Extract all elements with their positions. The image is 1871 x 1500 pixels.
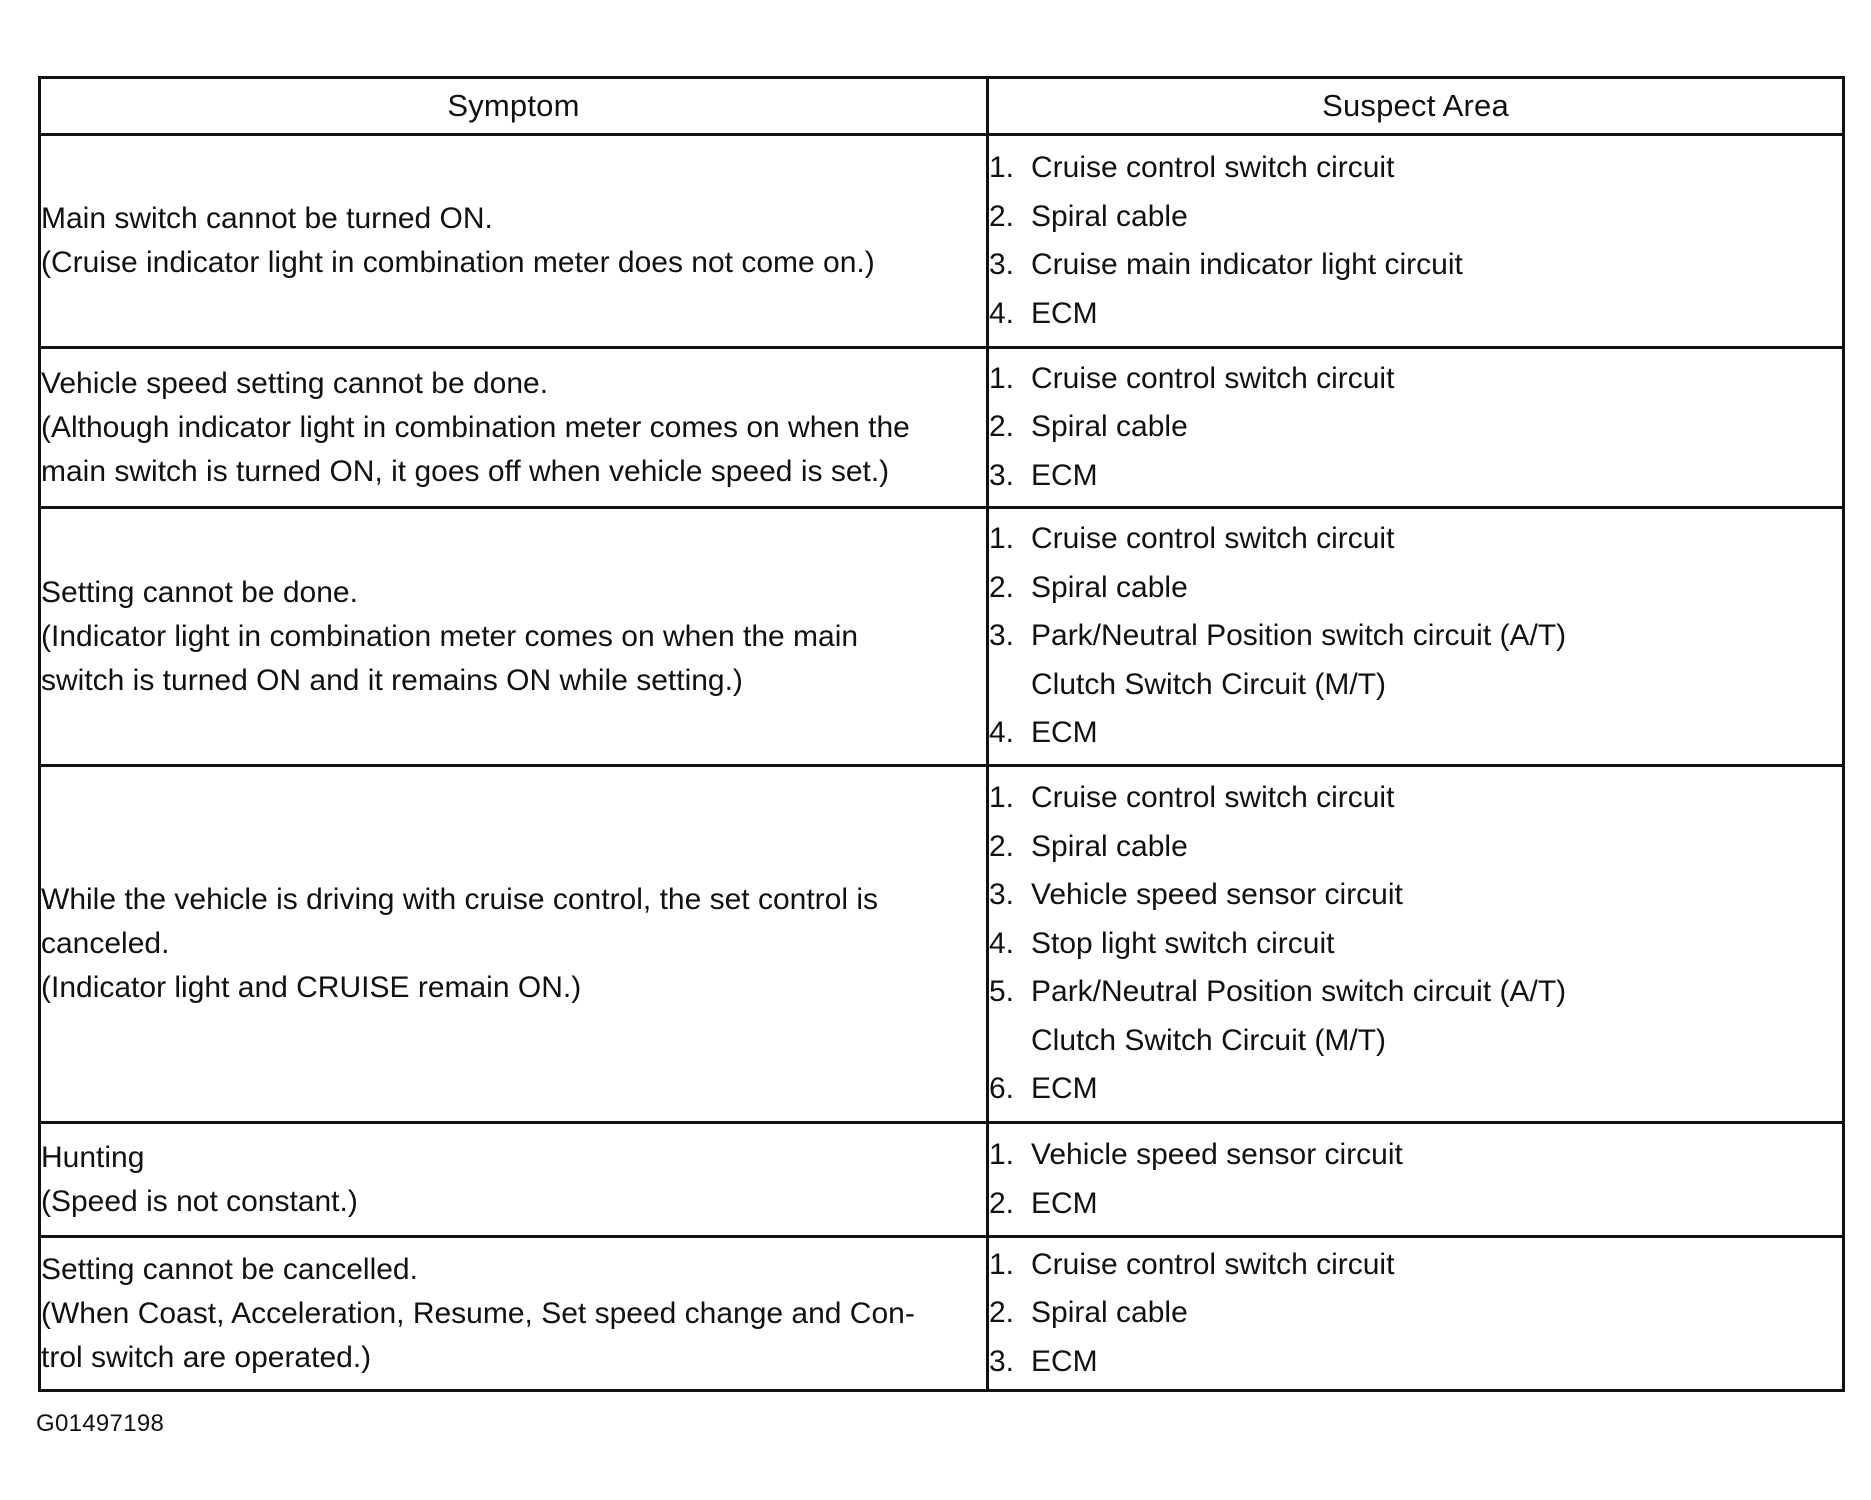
suspect-area-item — [989, 968, 1842, 1017]
suspect-area-column-header: Suspect Area — [988, 78, 1844, 135]
suspect-item-text: Spiral cable — [1031, 570, 1188, 604]
suspect-item-number: 2. — [989, 829, 1015, 863]
table-row — [40, 766, 1844, 1123]
suspect-item-number: 1. — [989, 151, 1015, 184]
suspect-item-number: 4. — [989, 296, 1015, 330]
suspect-area-item — [989, 661, 1842, 710]
suspect-item-text: Clutch Switch Circuit (M/T) — [1031, 1023, 1387, 1057]
table-body — [40, 135, 1844, 1391]
suspect-area-item — [989, 144, 1842, 193]
suspect-item-number: 3. — [989, 458, 1015, 492]
symptom-text-line: main switch is turned ON, it goes off when vehicle speed is set.) — [41, 454, 890, 488]
suspect-item-number: 3. — [989, 1344, 1015, 1378]
figure-id-label: G01497198 — [36, 1410, 165, 1437]
table-row — [40, 348, 1844, 508]
suspect-area-item — [989, 515, 1842, 564]
suspect-item-text: Cruise control switch circuit — [1031, 781, 1395, 815]
suspect-area-item — [989, 1241, 1842, 1290]
suspect-area-item — [989, 920, 1842, 969]
suspect-item-number: 1. — [989, 781, 1015, 815]
suspect-item-number: 5. — [989, 975, 1015, 1009]
symptom-text-line: Vehicle speed setting cannot be done. — [41, 366, 549, 400]
suspect-area-item — [989, 709, 1842, 758]
suspect-item-number: 4. — [989, 926, 1015, 960]
suspect-item-number: 2. — [989, 410, 1015, 444]
suspect-area-item — [989, 823, 1842, 872]
suspect-item-number: 2. — [989, 1296, 1015, 1330]
suspect-area-cell — [988, 135, 1844, 348]
table-row — [40, 508, 1844, 766]
suspect-item-text: ECM — [1031, 458, 1098, 492]
suspect-item-text: Clutch Switch Circuit (M/T) — [1031, 667, 1387, 701]
symptom-column-header: Symptom — [40, 78, 988, 135]
suspect-item-text: ECM — [1031, 1344, 1098, 1378]
symptom-text-line: Setting cannot be cancelled. — [41, 1252, 418, 1286]
suspect-item-text: Vehicle speed sensor circuit — [1031, 1138, 1403, 1171]
suspect-item-number: 3. — [989, 619, 1015, 653]
suspect-area-item — [989, 355, 1842, 404]
symptom-text-line: Main switch cannot be turned ON. — [41, 202, 493, 235]
suspect-area-item — [989, 403, 1842, 452]
symptom-text-line: (Cruise indicator light in combination meter does not come on.) — [41, 246, 875, 279]
symptom-text-line: canceled. — [41, 927, 170, 960]
suspect-area-cell — [988, 766, 1844, 1123]
symptom-text-line: Hunting — [41, 1140, 145, 1174]
suspect-item-number: 3. — [989, 878, 1015, 912]
suspect-item-text: Stop light switch circuit — [1031, 926, 1335, 960]
suspect-item-text: Park/Neutral Position switch circuit (A/T) — [1031, 619, 1567, 653]
symptom-suspect-table — [38, 76, 1845, 1392]
suspect-area-item — [989, 1131, 1842, 1180]
suspect-item-number: 1. — [989, 361, 1015, 395]
symptom-text-line: (Speed is not constant.) — [41, 1184, 358, 1218]
symptom-cell — [40, 508, 988, 766]
symptom-cell — [40, 1123, 988, 1237]
suspect-item-text: Cruise control switch circuit — [1031, 151, 1395, 184]
suspect-area-item — [989, 1065, 1842, 1114]
suspect-area-item — [989, 290, 1842, 339]
suspect-area-item — [989, 452, 1842, 501]
symptom-cell — [40, 135, 988, 348]
symptom-text-line: Setting cannot be done. — [41, 575, 358, 609]
suspect-area-cell — [988, 508, 1844, 766]
symptom-text-line: switch is turned ON and it remains ON while setting.) — [41, 663, 743, 697]
suspect-item-text: Spiral cable — [1031, 1296, 1188, 1330]
suspect-area-item — [989, 564, 1842, 613]
suspect-area-item — [989, 193, 1842, 242]
troubleshooting-table-container — [38, 76, 1842, 1392]
suspect-area-cell — [988, 1237, 1844, 1391]
suspect-item-number: 4. — [989, 716, 1015, 750]
suspect-item-number: 1. — [989, 522, 1015, 556]
suspect-item-number: 2. — [989, 1186, 1015, 1220]
symptom-text-line: (Indicator light in combination meter comes on when the main — [41, 619, 859, 653]
symptom-cell — [40, 1237, 988, 1391]
suspect-item-text: Spiral cable — [1031, 410, 1188, 444]
table-row — [40, 1123, 1844, 1237]
table-header-row — [40, 78, 1844, 135]
symptom-text-line: (Although indicator light in combination meter comes on when the — [41, 410, 910, 444]
suspect-item-text: ECM — [1031, 1186, 1098, 1220]
suspect-item-text: Spiral cable — [1031, 829, 1188, 863]
symptom-text-line: trol switch are operated.) — [41, 1340, 372, 1374]
symptom-cell — [40, 348, 988, 508]
suspect-item-number: 6. — [989, 1072, 1015, 1106]
symptom-cell — [40, 766, 988, 1123]
suspect-item-text: Cruise main indicator light circuit — [1031, 248, 1463, 281]
symptom-text-line: (When Coast, Acceleration, Resume, Set speed change and Con- — [41, 1296, 915, 1330]
suspect-area-item — [989, 1180, 1842, 1229]
suspect-item-number: 2. — [989, 199, 1015, 233]
suspect-area-item — [989, 871, 1842, 920]
suspect-area-item — [989, 241, 1842, 290]
table-row — [40, 1237, 1844, 1391]
suspect-item-text: Cruise control switch circuit — [1031, 361, 1395, 395]
suspect-area-item — [989, 1289, 1842, 1338]
suspect-item-number: 1. — [989, 1138, 1015, 1171]
suspect-item-number: 1. — [989, 1247, 1015, 1281]
suspect-item-text: ECM — [1031, 1072, 1098, 1106]
suspect-item-text: Cruise control switch circuit — [1031, 522, 1395, 556]
suspect-area-item — [989, 612, 1842, 661]
suspect-item-text: Spiral cable — [1031, 199, 1188, 233]
symptom-text-line: (Indicator light and CRUISE remain ON.) — [41, 971, 582, 1004]
suspect-item-number: 2. — [989, 570, 1015, 604]
table-row — [40, 135, 1844, 348]
suspect-area-item — [989, 1017, 1842, 1066]
suspect-item-text: Park/Neutral Position switch circuit (A/T) — [1031, 975, 1567, 1009]
symptom-text-line: While the vehicle is driving with cruise control, the set control is — [41, 883, 879, 916]
suspect-item-number: 3. — [989, 248, 1015, 281]
suspect-item-text: Vehicle speed sensor circuit — [1031, 878, 1403, 912]
suspect-area-cell — [988, 1123, 1844, 1237]
suspect-item-text: ECM — [1031, 296, 1098, 330]
suspect-item-text: ECM — [1031, 716, 1098, 750]
suspect-area-cell — [988, 348, 1844, 508]
suspect-item-text: Cruise control switch circuit — [1031, 1247, 1395, 1281]
suspect-area-item — [989, 774, 1842, 823]
suspect-area-item — [989, 1338, 1842, 1387]
